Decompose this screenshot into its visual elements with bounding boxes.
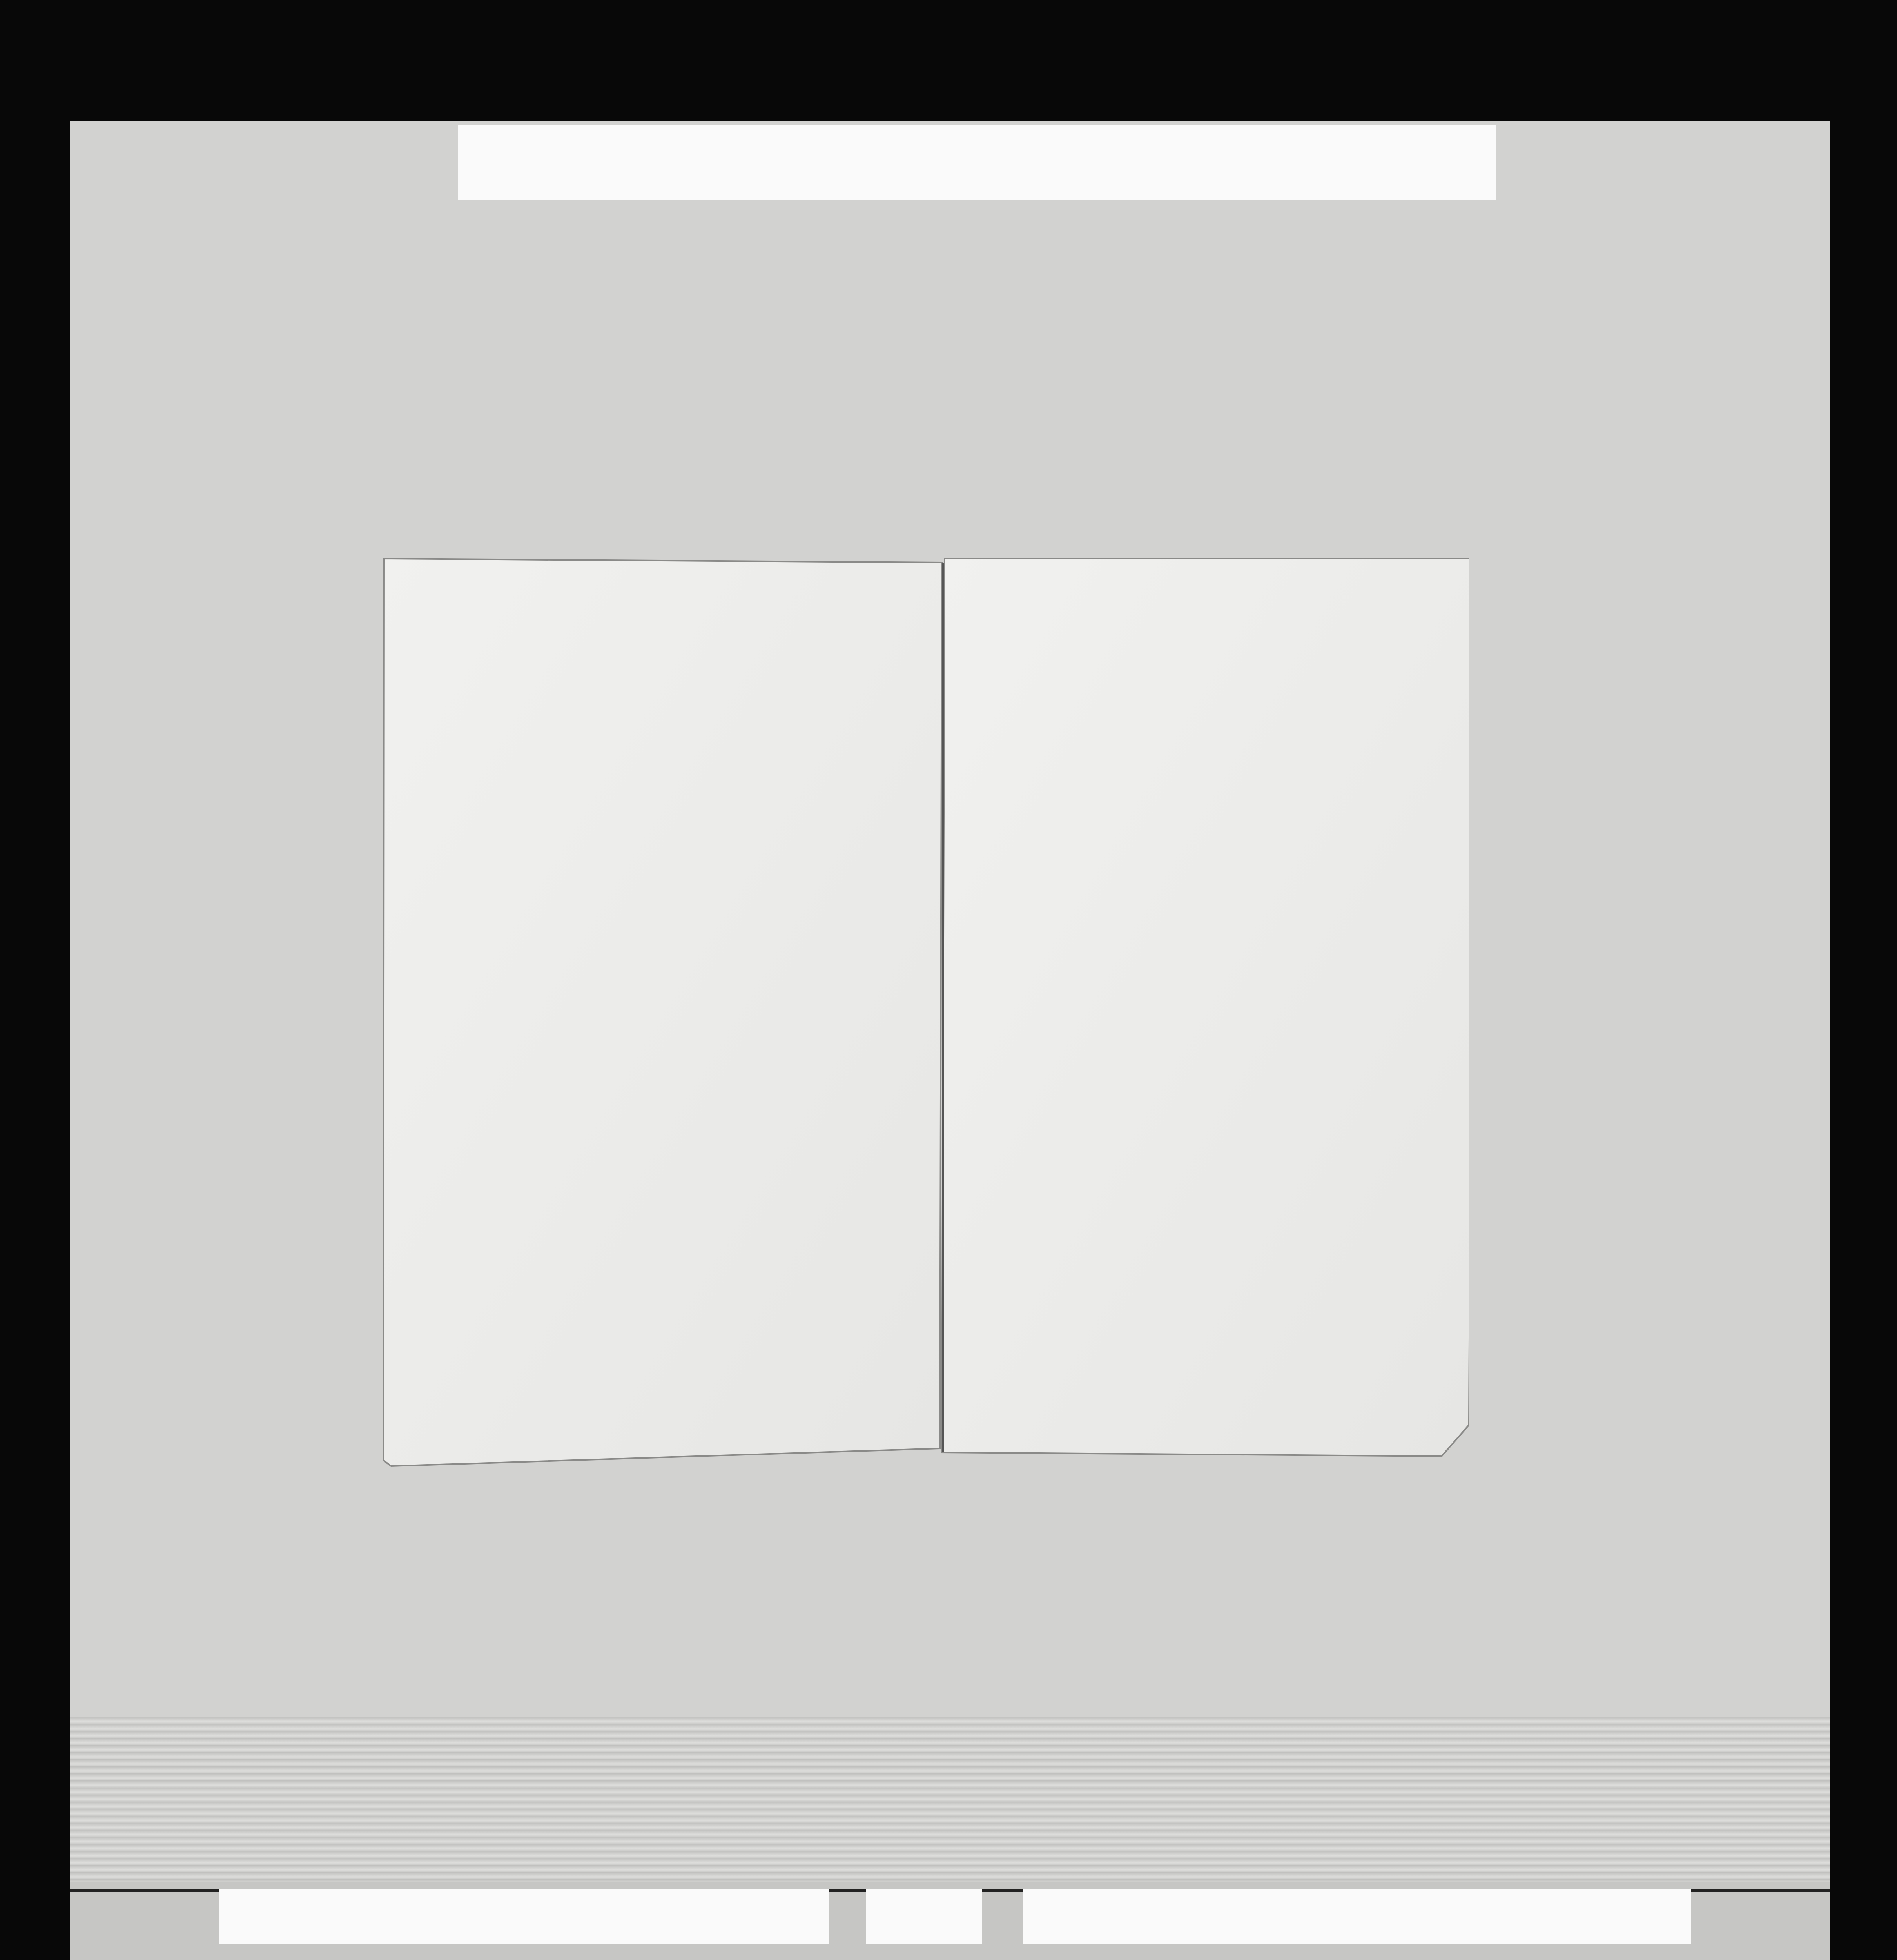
census-ledger [375,547,1469,1470]
archive-header-label [458,125,1496,200]
left-page [383,559,942,1466]
right-page [942,559,1469,1456]
film-scratch-band [70,1717,1830,1882]
ledger-drawing [375,547,1469,1470]
footer-title-en [1023,1889,1691,1944]
footer-title-fr [219,1889,829,1944]
footer-year [866,1889,982,1944]
